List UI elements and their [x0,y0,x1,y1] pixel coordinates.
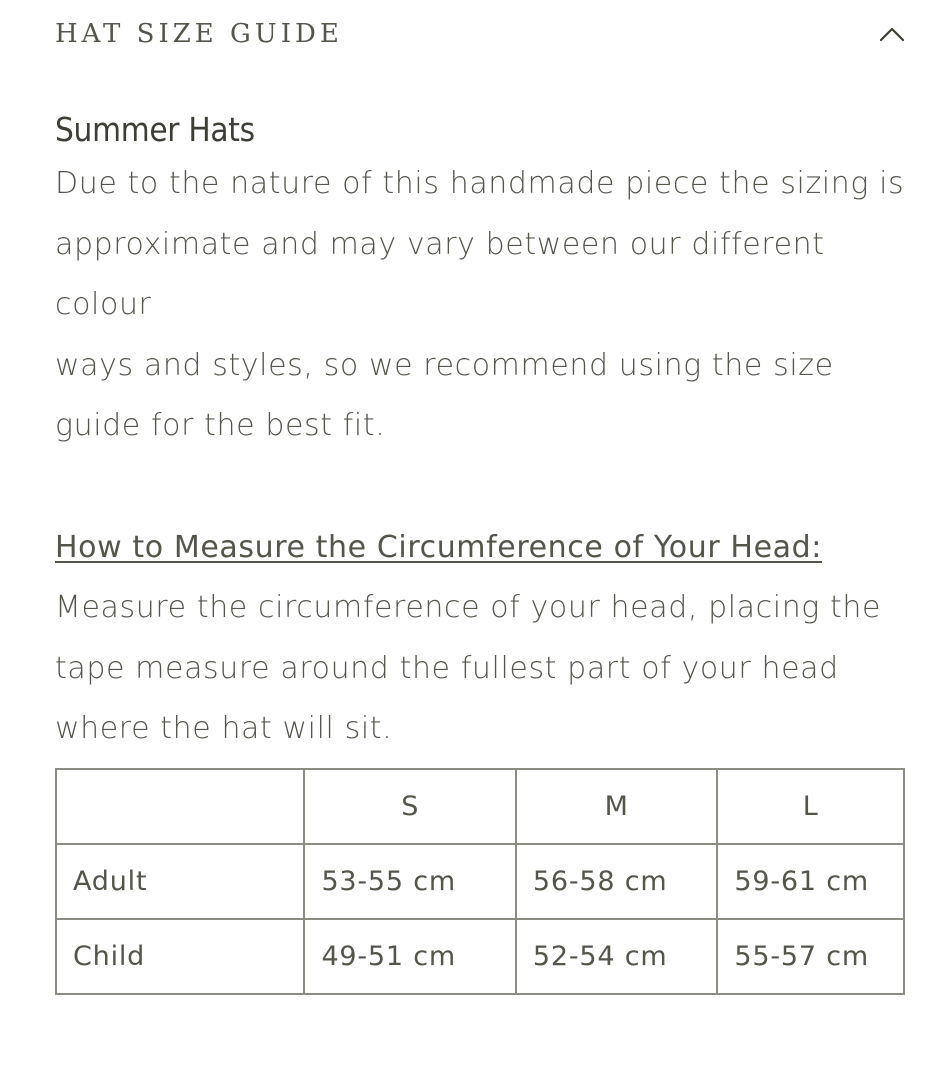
table-cell: Child [56,919,304,994]
table-header-cell: S [304,769,515,844]
intro-line: Due to the nature of this handmade piece the sizing is [55,166,905,201]
intro-line: ways and styles, so we recommend using the size [55,347,834,383]
table-cell: 59-61 cm [717,844,904,919]
table-header-row [56,769,904,844]
chevron-up-icon[interactable] [877,19,907,49]
table-cell: 55-57 cm [717,919,904,994]
measure-line: Measure the circumference of your head, placing the [55,590,882,625]
accordion-title: HAT SIZE GUIDE [55,19,343,49]
table-cell: Adult [56,844,304,919]
table-cell: 49-51 cm [304,919,515,994]
table-row [56,844,904,919]
size-table [55,768,905,995]
table-header-cell: L [717,769,904,844]
section-heading: Summer Hats [55,110,255,149]
intro-line: approximate and may vary between our different colour [55,226,825,322]
size-guide-content [55,106,907,760]
table-row [56,919,904,994]
table-header-cell [56,769,304,844]
intro-line: guide for the best fit. [55,408,386,443]
table-header-cell: M [516,769,718,844]
measure-line: where the hat will sit. [55,711,393,746]
table-cell: 52-54 cm [516,919,718,994]
size-guide-accordion-header[interactable] [55,14,907,54]
table-cell: 56-58 cm [516,844,718,919]
measure-heading: How to Measure the Circumference of Your Head: [55,529,822,565]
measure-line: tape measure around the fullest part of your head [55,650,839,686]
table-cell: 53-55 cm [304,844,515,919]
